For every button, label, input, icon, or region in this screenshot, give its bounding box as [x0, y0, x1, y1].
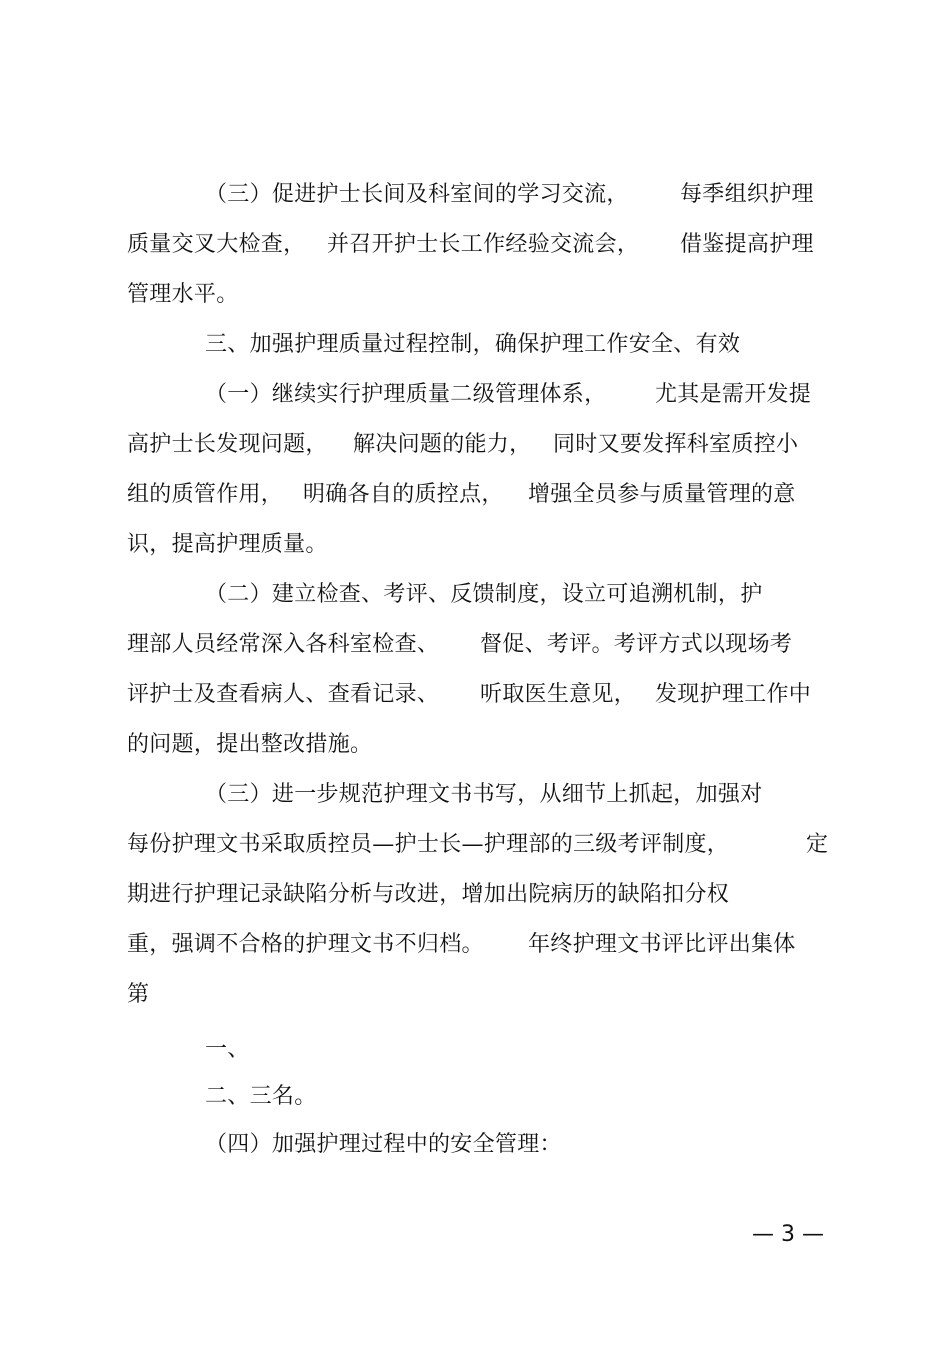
text-line: 一、	[205, 1037, 250, 1062]
text-line: 评护士及查看病人、查看记录、	[127, 682, 440, 707]
text-line: 每份护理文书采取质控员—护士长—护理部的三级考评制度，	[127, 832, 730, 857]
text-line: 的问题，提出整改措施。	[127, 732, 373, 757]
text-line: 明确各自的质控点，	[303, 482, 504, 507]
text-line: 定	[806, 832, 829, 857]
text-line: 听取医生意见，	[480, 682, 637, 707]
text-line: （三）促进护士长间及科室间的学习交流，	[205, 182, 629, 207]
text-line: 督促、考评。考评方式以现场考	[480, 632, 793, 657]
text-line: 增强全员参与质量管理的意	[528, 482, 796, 507]
text-line: 同时又要发挥科室质控小	[553, 432, 799, 457]
text-line: 发现护理工作中	[655, 682, 812, 707]
text-line: 识，提高护理质量。	[127, 532, 328, 557]
section-heading: （四）加强护理过程中的安全管理：	[205, 1132, 562, 1157]
text-line: 期进行护理记录缺陷分析与改进，增加出院病历的缺陷扣分权	[127, 882, 730, 907]
text-line: 管理水平。	[127, 282, 239, 307]
text-line: 组的质管作用，	[127, 482, 284, 507]
text-line: 第	[127, 982, 150, 1007]
text-line: 年终护理文书评比评出集体	[528, 932, 796, 957]
text-line: 每季组织护理	[680, 182, 814, 207]
text-line: （一）继续实行护理质量二级管理体系，	[205, 382, 607, 407]
page-number: — 3 —	[752, 1222, 824, 1247]
text-line: （二）建立检查、考评、反馈制度，设立可追溯机制，护	[205, 582, 763, 607]
text-line: 质量交叉大检查，	[127, 232, 306, 257]
text-line: 尤其是需开发提	[655, 382, 812, 407]
section-heading: 三、加强护理质量过程控制，确保护理工作安全、有效	[205, 332, 741, 357]
text-line: （三）进一步规范护理文书书写，从细节上抓起，加强对	[205, 782, 763, 807]
text-line: 并召开护士长工作经验交流会，	[327, 232, 640, 257]
text-line: 重，强调不合格的护理文书不归档。	[127, 932, 484, 957]
text-line: 理部人员经常深入各科室检查、	[127, 632, 440, 657]
text-line: 借鉴提高护理	[680, 232, 814, 257]
text-line: 解决问题的能力，	[353, 432, 532, 457]
text-line: 高护士长发现问题，	[127, 432, 328, 457]
text-line: 二、三名。	[205, 1084, 317, 1109]
